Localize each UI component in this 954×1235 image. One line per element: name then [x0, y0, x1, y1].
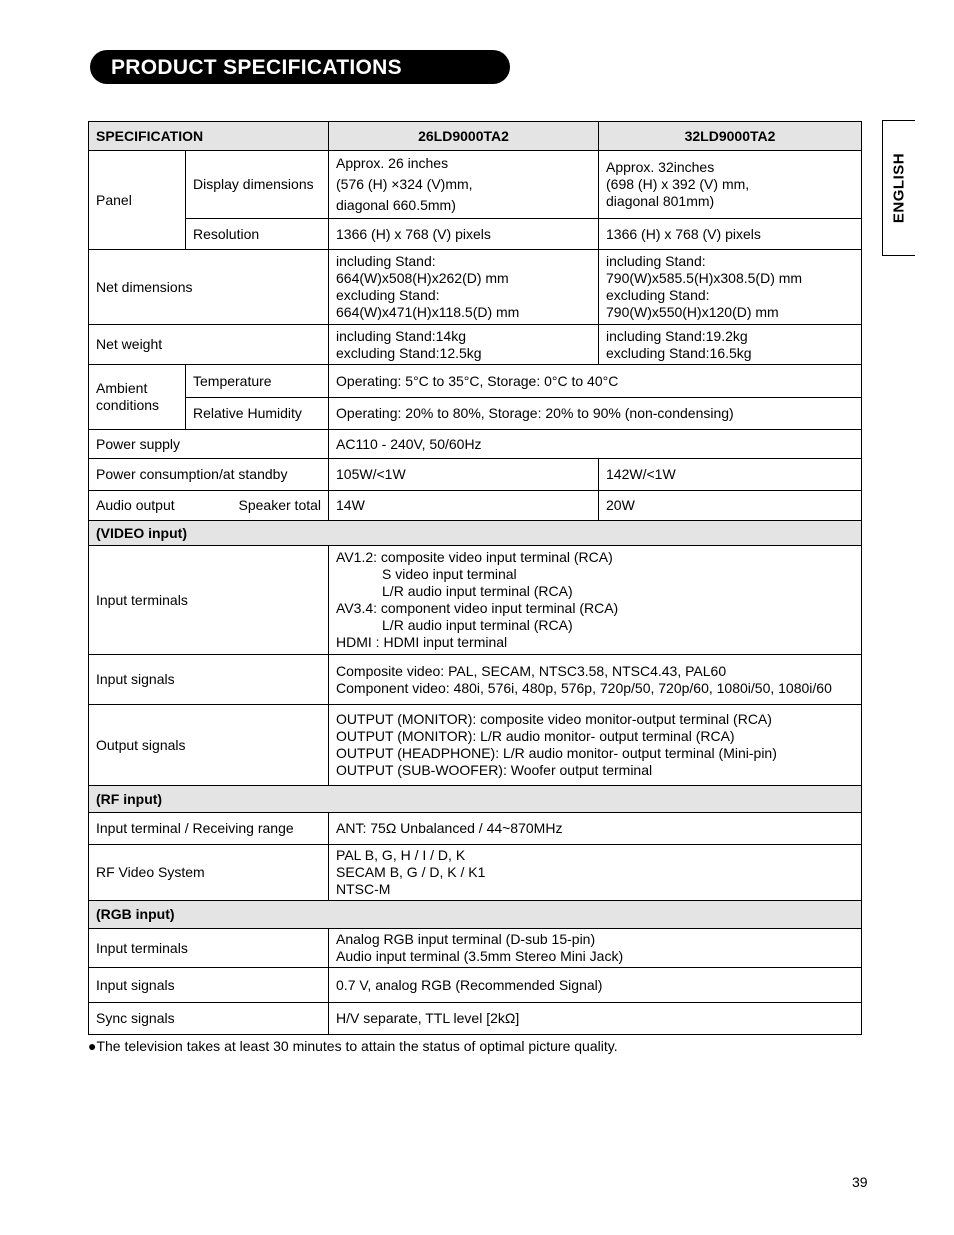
video-input-signals-value — [329, 655, 862, 705]
language-tab-label: ENGLISH — [890, 152, 908, 224]
table-row — [89, 491, 862, 521]
display-dimensions-b — [599, 151, 862, 219]
resolution-b: 1366 (H) x 768 (V) pixels — [599, 219, 862, 250]
cell-line: AV1.2: composite video input terminal (RCA) — [336, 549, 613, 565]
cell-line: excluding Stand:16.5kg — [606, 344, 752, 361]
table-row — [89, 546, 862, 655]
net-dimensions-b — [599, 250, 862, 325]
power-consumption-b: 142W/<1W — [599, 459, 862, 491]
cell-line: L/R audio input terminal (RCA) — [382, 617, 573, 633]
cell-line: Component video: 480i, 576i, 480p, 576p, 720p/50, 720p/60, 1080i/50, 1080i/60 — [336, 679, 832, 696]
power-consumption-a: 105W/<1W — [329, 459, 599, 491]
sync-signals-value: H/V separate, TTL level [2kΩ] — [329, 1003, 862, 1035]
rf-section-label: (RF input) — [89, 786, 862, 813]
table-row — [89, 398, 862, 430]
cell-line: OUTPUT (MONITOR): L/R audio monitor- output terminal (RCA) — [336, 728, 735, 744]
table-row — [89, 813, 862, 845]
cell-line: HDMI : HDMI input terminal — [336, 634, 508, 650]
cell-line: OUTPUT (MONITOR): composite video monitor-output terminal (RCA) — [336, 711, 772, 727]
net-weight-label: Net weight — [89, 325, 329, 365]
cell-line: Approx. 26 inches — [336, 155, 449, 171]
audio-output-b: 20W — [599, 491, 862, 521]
page-number: 39 — [852, 1174, 868, 1190]
humidity-value: Operating: 20% to 80%, Storage: 20% to 90% (non-condensing) — [329, 398, 862, 430]
temperature-value: Operating: 5°C to 35°C, Storage: 0°C to 40°C — [329, 365, 862, 398]
video-input-terminals-value — [329, 546, 862, 655]
rf-video-label: RF Video System — [89, 845, 329, 901]
rf-terminal-value: ANT: 75Ω Unbalanced / 44~870MHz — [329, 813, 862, 845]
rf-video-value — [329, 845, 862, 901]
net-weight-a — [329, 325, 599, 365]
cell-line: AV3.4: component video input terminal (RCA) — [336, 600, 619, 616]
table-row — [89, 325, 862, 365]
cell-line: diagonal 660.5mm) — [336, 197, 456, 213]
video-input-terminals-label: Input terminals — [89, 546, 329, 655]
cell-line: Audio input terminal (3.5mm Stereo Mini Jack) — [336, 948, 624, 964]
power-consumption-label: Power consumption/at standby — [89, 459, 329, 491]
language-tab — [882, 120, 915, 256]
table-row — [89, 219, 862, 250]
header-model-b: 32LD9000TA2 — [599, 122, 862, 151]
table-row — [89, 430, 862, 459]
cell-line: excluding Stand: — [336, 287, 440, 303]
output-signals-label: Output signals — [89, 705, 329, 786]
video-section-label: (VIDEO input) — [89, 521, 862, 546]
audio-output-cell — [89, 491, 329, 521]
display-dimensions-label: Display dimensions — [186, 151, 329, 219]
cell-line: including Stand:14kg — [336, 327, 467, 344]
cell-line: (576 (H) ×324 (V)mm, — [336, 176, 473, 192]
audio-output-a: 14W — [329, 491, 599, 521]
footnote: ●The television takes at least 30 minutes to attain the status of optimal picture quality. — [88, 1038, 618, 1054]
output-signals-value — [329, 705, 862, 786]
net-weight-b — [599, 325, 862, 365]
page-title: PRODUCT SPECIFICATIONS — [90, 50, 510, 84]
cell-line: (698 (H) x 392 (V) mm, — [606, 176, 750, 192]
net-dimensions-label: Net dimensions — [89, 250, 329, 325]
cell-line: SECAM B, G / D, K / K1 — [336, 864, 486, 880]
table-row — [89, 1003, 862, 1035]
cell-line: excluding Stand:12.5kg — [336, 344, 482, 361]
cell-line: conditions — [96, 397, 160, 413]
cell-line: including Stand:19.2kg — [606, 327, 748, 344]
table-row — [89, 968, 862, 1003]
table-row — [89, 655, 862, 705]
ambient-label — [89, 365, 186, 430]
cell-line: including Stand: — [606, 253, 706, 269]
header-model-a: 26LD9000TA2 — [329, 122, 599, 151]
audio-output-label: Audio output — [96, 497, 175, 513]
resolution-a: 1366 (H) x 768 (V) pixels — [329, 219, 599, 250]
panel-label: Panel — [89, 151, 186, 250]
cell-line: 790(W)x550(H)x120(D) mm — [606, 304, 779, 320]
cell-line: Composite video: PAL, SECAM, NTSC3.58, NTSC4.43, PAL60 — [336, 662, 727, 679]
cell-line: OUTPUT (HEADPHONE): L/R audio monitor- output terminal (Mini-pin) — [336, 745, 777, 761]
sync-signals-label: Sync signals — [89, 1003, 329, 1035]
section-row-rgb — [89, 901, 862, 929]
cell-line: Analog RGB input terminal (D-sub 15-pin) — [336, 931, 596, 947]
table-row — [89, 250, 862, 325]
rgb-terminals-value — [329, 929, 862, 968]
cell-line: 790(W)x585.5(H)x308.5(D) mm — [606, 270, 803, 286]
cell-line: diagonal 801mm) — [606, 193, 715, 209]
cell-line: Ambient — [96, 380, 148, 396]
table-row — [89, 365, 862, 398]
display-dimensions-a — [329, 151, 599, 219]
cell-line: Approx. 32inches — [606, 159, 715, 175]
table-row — [89, 459, 862, 491]
table-row — [89, 845, 862, 901]
header-spec: SPECIFICATION — [89, 122, 329, 151]
table-row — [89, 151, 862, 219]
cell-line: excluding Stand: — [606, 287, 710, 303]
rgb-signals-value: 0.7 V, analog RGB (Recommended Signal) — [329, 968, 862, 1003]
section-row-video — [89, 521, 862, 546]
rgb-signals-label: Input signals — [89, 968, 329, 1003]
cell-line: OUTPUT (SUB-WOOFER): Woofer output terminal — [336, 762, 653, 778]
cell-line: 664(W)x508(H)x262(D) mm — [336, 270, 509, 286]
table-header-row — [89, 122, 862, 151]
speaker-total-label: Speaker total — [238, 497, 322, 513]
cell-line: 664(W)x471(H)x118.5(D) mm — [336, 304, 520, 320]
cell-line: S video input terminal — [382, 566, 517, 582]
net-dimensions-a — [329, 250, 599, 325]
rf-terminal-label: Input terminal / Receiving range — [89, 813, 329, 845]
power-supply-value: AC110 - 240V, 50/60Hz — [329, 430, 862, 459]
cell-line: NTSC-M — [336, 881, 391, 897]
section-row-rf — [89, 786, 862, 813]
spec-table — [88, 121, 862, 1035]
table-row — [89, 929, 862, 968]
cell-line: including Stand: — [336, 253, 436, 269]
humidity-label: Relative Humidity — [186, 398, 329, 430]
table-row — [89, 705, 862, 786]
cell-line: L/R audio input terminal (RCA) — [382, 583, 573, 599]
video-input-signals-label: Input signals — [89, 655, 329, 705]
rgb-terminals-label: Input terminals — [89, 929, 329, 968]
temperature-label: Temperature — [186, 365, 329, 398]
rgb-section-label: (RGB input) — [89, 901, 862, 929]
power-supply-label: Power supply — [89, 430, 329, 459]
cell-line: PAL B, G, H / I / D, K — [336, 847, 466, 863]
resolution-label: Resolution — [186, 219, 329, 250]
